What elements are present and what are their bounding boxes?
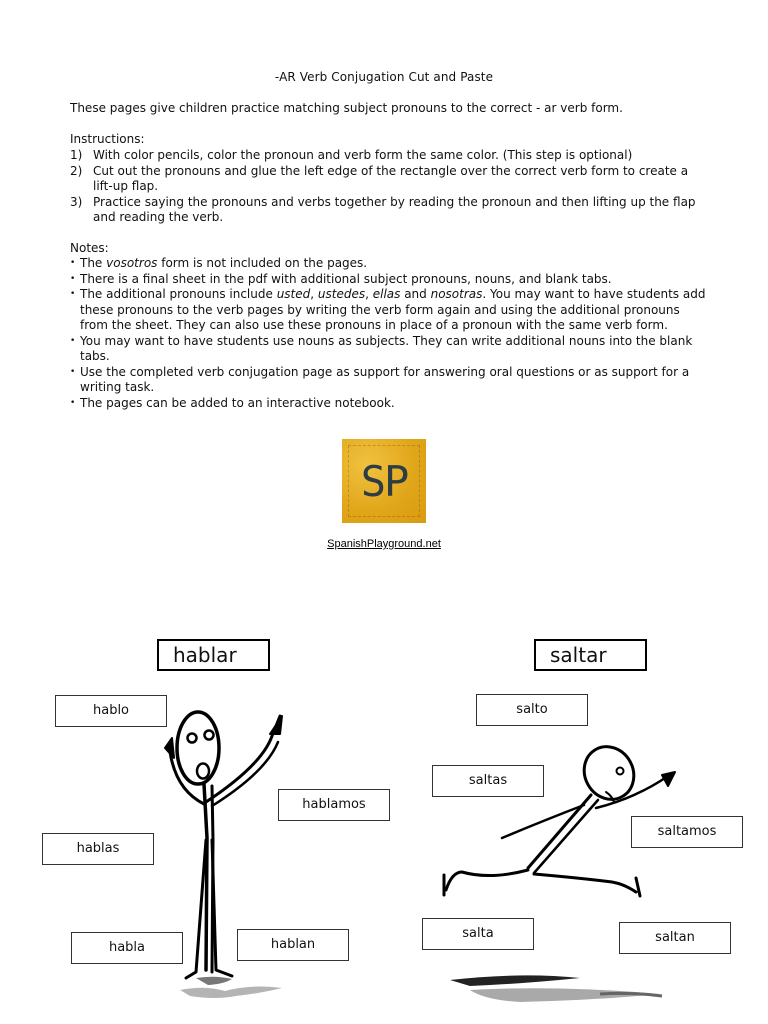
conjugation-tab-hablo[interactable]: hablo [55,695,167,727]
bullet: • [70,397,76,408]
front-leg [534,874,636,892]
site-link[interactable]: SpanishPlayground.net [327,538,441,550]
instruction-text: With color pencils, color the pronoun and verb form the same color. (This step is optional) [93,148,633,162]
instruction-number: 2) [70,163,83,178]
note-text: Use the completed verb conjugation page as support for answering oral questions or as support for a writing task. [80,364,690,394]
note-emphasis: ustedes [317,287,366,301]
instruction-number: 3) [70,194,83,209]
verb-title-hablar: hablar [157,639,270,671]
note-text: , [365,287,373,301]
page-title: -AR Verb Conjugation Cut and Paste [274,70,494,84]
bullet: • [70,289,76,299]
mouth [197,764,209,779]
note-text: There is a final sheet in the pdf with additional subject pronouns, nouns, and blank tabs. [80,271,612,286]
note-text: and [400,287,431,301]
note-text: You may want to have students use nouns as subjects. They can write additional nouns into the blank tabs. [80,333,693,363]
conjugation-tab-saltamos[interactable]: saltamos [631,816,743,848]
note-emphasis: vosotros [106,256,158,270]
instruction-number: 1) [70,148,83,162]
back-arm [502,805,584,838]
note-emphasis: nosotras [430,287,483,301]
conjugation-tab-hablas[interactable]: hablas [42,833,154,865]
note-text: form is not included on the pages. [157,256,368,270]
notes-heading: Notes: [70,241,109,255]
conjugation-tab-saltan[interactable]: saltan [619,922,731,954]
intro-paragraph: These pages give children practice matching subject pronouns to the correct - ar verb form. [70,101,623,115]
conjugation-tab-salto[interactable]: salto [476,694,588,726]
bullet: • [70,258,76,268]
instruction-text: Cut out the pronouns and glue the left edge of the rectangle over the correct verb form to create a lift-up flap. [93,163,689,193]
back-leg [446,870,528,890]
left-eye [188,734,197,743]
conjugation-tab-hablan[interactable]: hablan [237,929,349,961]
note-text: The additional pronouns include [80,287,277,301]
logo-text: SP [360,456,408,506]
note-emphasis: usted [276,287,311,301]
note-text: . You may want to have students add these pronouns to the verb pages by writing the verb form again and using the additional pronouns from the sheet. They can also use these pronouns in place of a pronoun with the same verb form. [80,287,706,332]
conjugation-tab-hablamos[interactable]: hablamos [278,789,390,821]
note-text: The [80,256,107,270]
talking-figure-shadow [180,977,282,998]
running-figure-shadow [450,975,662,1002]
right-hand [270,716,282,734]
bullet: • [70,273,76,284]
note-text: The pages can be added to an interactive notebook. [80,395,395,410]
instructions-heading: Instructions: [70,132,145,146]
bullet: • [70,335,76,346]
right-eye [205,731,214,740]
right-leg [212,840,232,976]
conjugation-tab-saltas[interactable]: saltas [432,765,544,797]
conjugation-tab-habla[interactable]: habla [71,932,183,964]
front-hand [662,772,675,786]
verb-title-saltar: saltar [534,639,647,671]
eye [617,768,624,775]
head [575,738,644,809]
conjugation-tab-salta[interactable]: salta [422,918,534,950]
note-emphasis: ellas [372,287,401,301]
instruction-text: Practice saying the pronouns and verbs together by reading the pronoun and then lifting up the flap and reading the verb. [93,194,696,224]
left-leg [186,840,206,978]
bullet: • [70,366,76,377]
note-text: , [310,287,318,301]
